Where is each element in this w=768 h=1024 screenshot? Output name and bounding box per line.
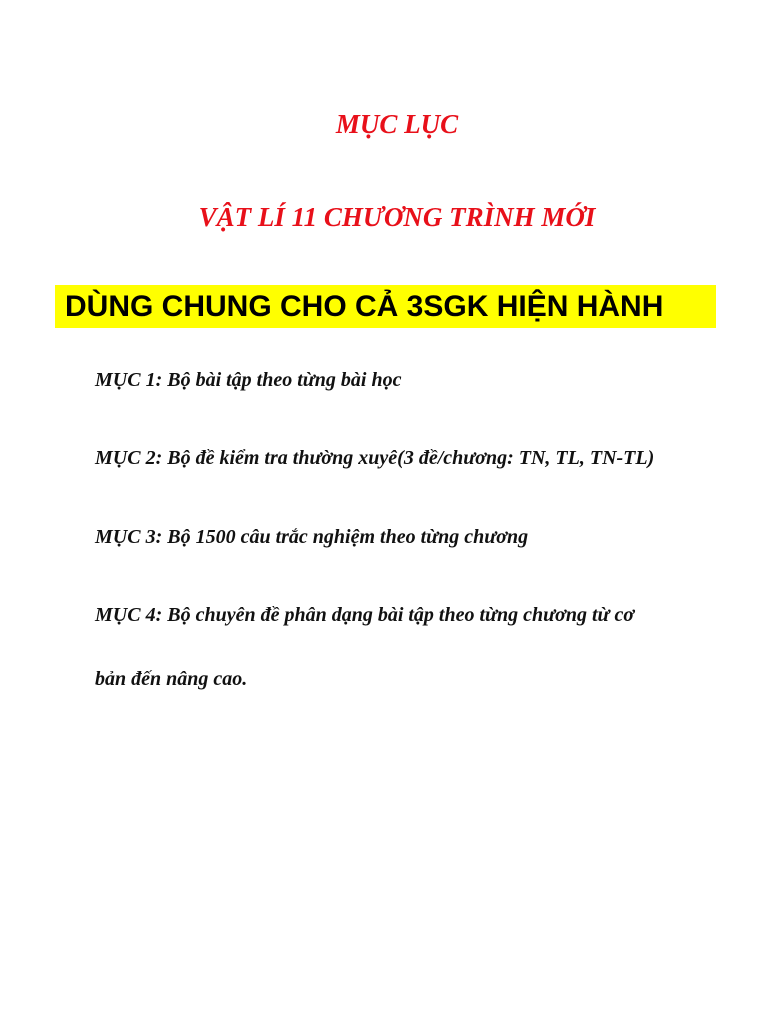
toc-item-4-line-1: MỤC 4: Bộ chuyên đề phân dạng bài tập theo từng chương từ cơ	[95, 604, 635, 626]
toc-item-3: MỤC 3: Bộ 1500 câu trắc nghiệm theo từng chương	[95, 526, 529, 548]
banner-text: DÙNG CHUNG CHO CẢ 3SGK HIỆN HÀNH	[65, 289, 664, 323]
page-title: MỤC LỤC	[335, 109, 459, 139]
toc-item-4-line-2: bản đến nâng cao.	[95, 668, 248, 690]
toc-item-2: MỤC 2: Bộ đề kiểm tra thường xuyê(3 đề/chương: TN, TL, TN-TL)	[95, 447, 655, 469]
page-subtitle: VẬT LÍ 11 CHƯƠNG TRÌNH MỚI	[198, 202, 596, 232]
toc-item-1: MỤC 1: Bộ bài tập theo từng bài học	[95, 369, 402, 391]
highlight-banner	[55, 285, 716, 328]
